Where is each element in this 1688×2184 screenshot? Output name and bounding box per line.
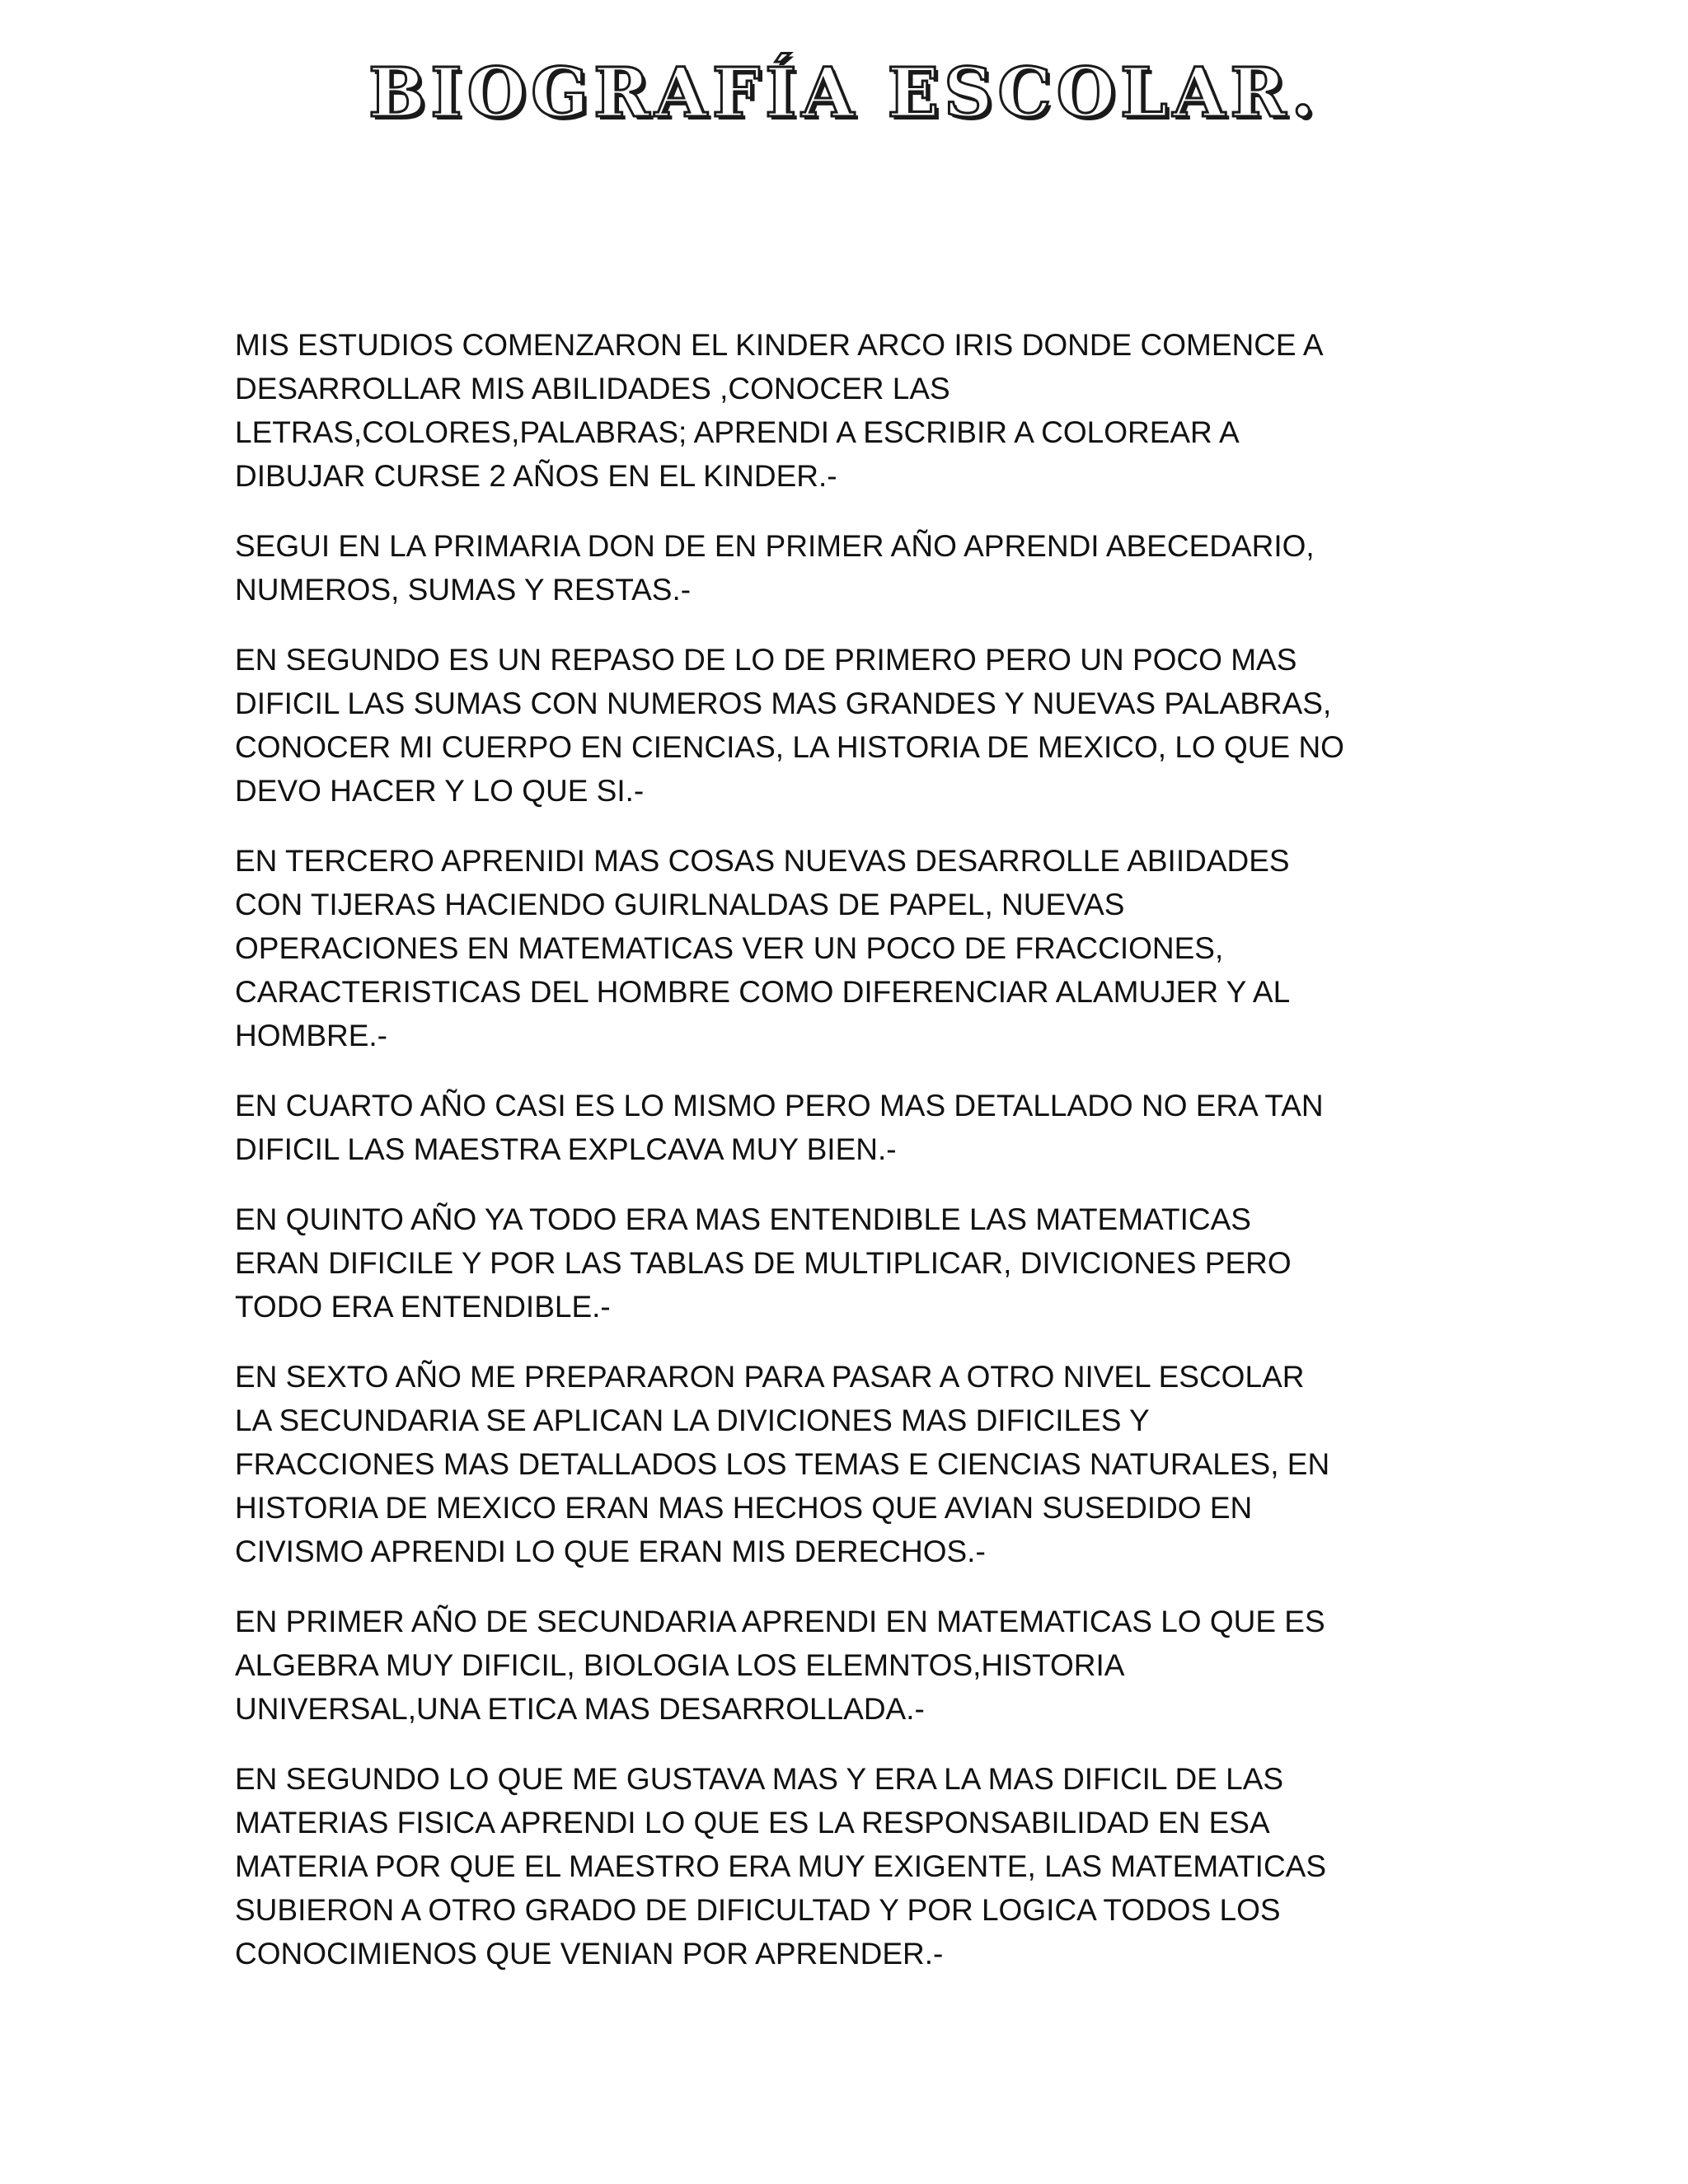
paragraph-line: FRACCIONES MAS DETALLADOS LOS TEMAS E CIENCIAS NATURALES, EN [235, 1447, 1330, 1481]
paragraph-line: OPERACIONES EN MATEMATICAS VER UN POCO DE FRACCIONES, [235, 931, 1224, 965]
paragraph-line: CONOCER MI CUERPO EN CIENCIAS, LA HISTORIA DE MEXICO, LO QUE NO [235, 730, 1344, 764]
document-body [235, 323, 1455, 2002]
paragraph-line: MATERIA POR QUE EL MAESTRO ERA MUY EXIGENTE, LAS MATEMATICAS [235, 1849, 1327, 1883]
paragraph-line: EN PRIMER AÑO DE SECUNDARIA APRENDI EN MATEMATICAS LO QUE ES [235, 1605, 1325, 1638]
paragraph-line: EN CUARTO AÑO CASI ES LO MISMO PERO MAS DETALLADO NO ERA TAN [235, 1089, 1324, 1122]
paragraph-line: HISTORIA DE MEXICO ERAN MAS HECHOS QUE AVIAN SUSEDIDO EN [235, 1491, 1253, 1525]
paragraph-line: NUMEROS, SUMAS Y RESTAS.- [235, 573, 692, 607]
paragraph-line: HOMBRE.- [235, 1019, 387, 1052]
paragraph-line: MATERIAS FISICA APRENDI LO QUE ES LA RESPONSABILIDAD EN ESA [235, 1806, 1270, 1840]
paragraph-line: EN SEXTO AÑO ME PREPARARON PARA PASAR A OTRO NIVEL ESCOLAR [235, 1360, 1305, 1394]
paragraph-line: CIVISMO APRENDI LO QUE ERAN MIS DERECHOS.- [235, 1535, 986, 1568]
paragraph-line: SUBIERON A OTRO GRADO DE DIFICULTAD Y POR LOGICA TODOS LOS [235, 1893, 1281, 1927]
paragraph-line: EN TERCERO APRENIDI MAS COSAS NUEVAS DESARROLLE ABIIDADES [235, 844, 1290, 878]
paragraph [235, 839, 1455, 1057]
paragraph-line: CARACTERISTICAS DEL HOMBRE COMO DIFERENCIAR ALAMUJER Y AL [235, 975, 1291, 1009]
paragraph [235, 1355, 1455, 1573]
paragraph [235, 323, 1455, 498]
paragraph-line: LA SECUNDARIA SE APLICAN LA DIVICIONES MAS DIFICILES Y [235, 1404, 1150, 1437]
paragraph-line: LETRAS,COLORES,PALABRAS; APRENDI A ESCRIBIR A COLOREAR A [235, 415, 1240, 449]
paragraph [235, 1757, 1455, 1975]
paragraph-line: UNIVERSAL,UNA ETICA MAS DESARROLLADA.- [235, 1692, 925, 1726]
paragraph-line: CONOCIMIENOS QUE VENIAN POR APRENDER.- [235, 1937, 944, 1971]
paragraph-line: EN SEGUNDO LO QUE ME GUSTAVA MAS Y ERA LA MAS DIFICIL DE LAS [235, 1762, 1284, 1796]
paragraph-line: SEGUI EN LA PRIMARIA DON DE EN PRIMER AÑO APRENDI ABECEDARIO, [235, 529, 1315, 563]
paragraph-line: DESARROLLAR MIS ABILIDADES ,CONOCER LAS [235, 372, 950, 405]
paragraph [235, 638, 1455, 813]
paragraph-line: ALGEBRA MUY DIFICIL, BIOLOGIA LOS ELEMNTOS,HISTORIA [235, 1648, 1125, 1682]
paragraph-line: CON TIJERAS HACIENDO GUIRLNALDAS DE PAPEL, NUEVAS [235, 888, 1125, 921]
paragraph [235, 1197, 1455, 1329]
paragraph-line: ERAN DIFICILE Y POR LAS TABLAS DE MULTIPLICAR, DIVICIONES PERO [235, 1246, 1292, 1280]
paragraph-line: TODO ERA ENTENDIBLE.- [235, 1290, 611, 1324]
paragraph [235, 1600, 1455, 1731]
paragraph-line: MIS ESTUDIOS COMENZARON EL KINDER ARCO IRIS DONDE COMENCE A [235, 328, 1324, 362]
paragraph-line: DIBUJAR CURSE 2 AÑOS EN EL KINDER.- [235, 459, 837, 493]
paragraph-line: DEVO HACER Y LO QUE SI.- [235, 774, 645, 808]
document-title: BIOGRAFÍA ESCOLAR. [368, 54, 1320, 133]
paragraph-line: DIFICIL LAS SUMAS CON NUMEROS MAS GRANDES Y NUEVAS PALABRAS, [235, 687, 1332, 720]
paragraph [235, 1084, 1455, 1171]
paragraph [235, 524, 1455, 612]
paragraph-line: DIFICIL LAS MAESTRA EXPLCAVA MUY BIEN.- [235, 1132, 897, 1166]
paragraph-line: EN QUINTO AÑO YA TODO ERA MAS ENTENDIBLE LAS MATEMATICAS [235, 1202, 1251, 1236]
paragraph-line: EN SEGUNDO ES UN REPASO DE LO DE PRIMERO PERO UN POCO MAS [235, 643, 1297, 677]
